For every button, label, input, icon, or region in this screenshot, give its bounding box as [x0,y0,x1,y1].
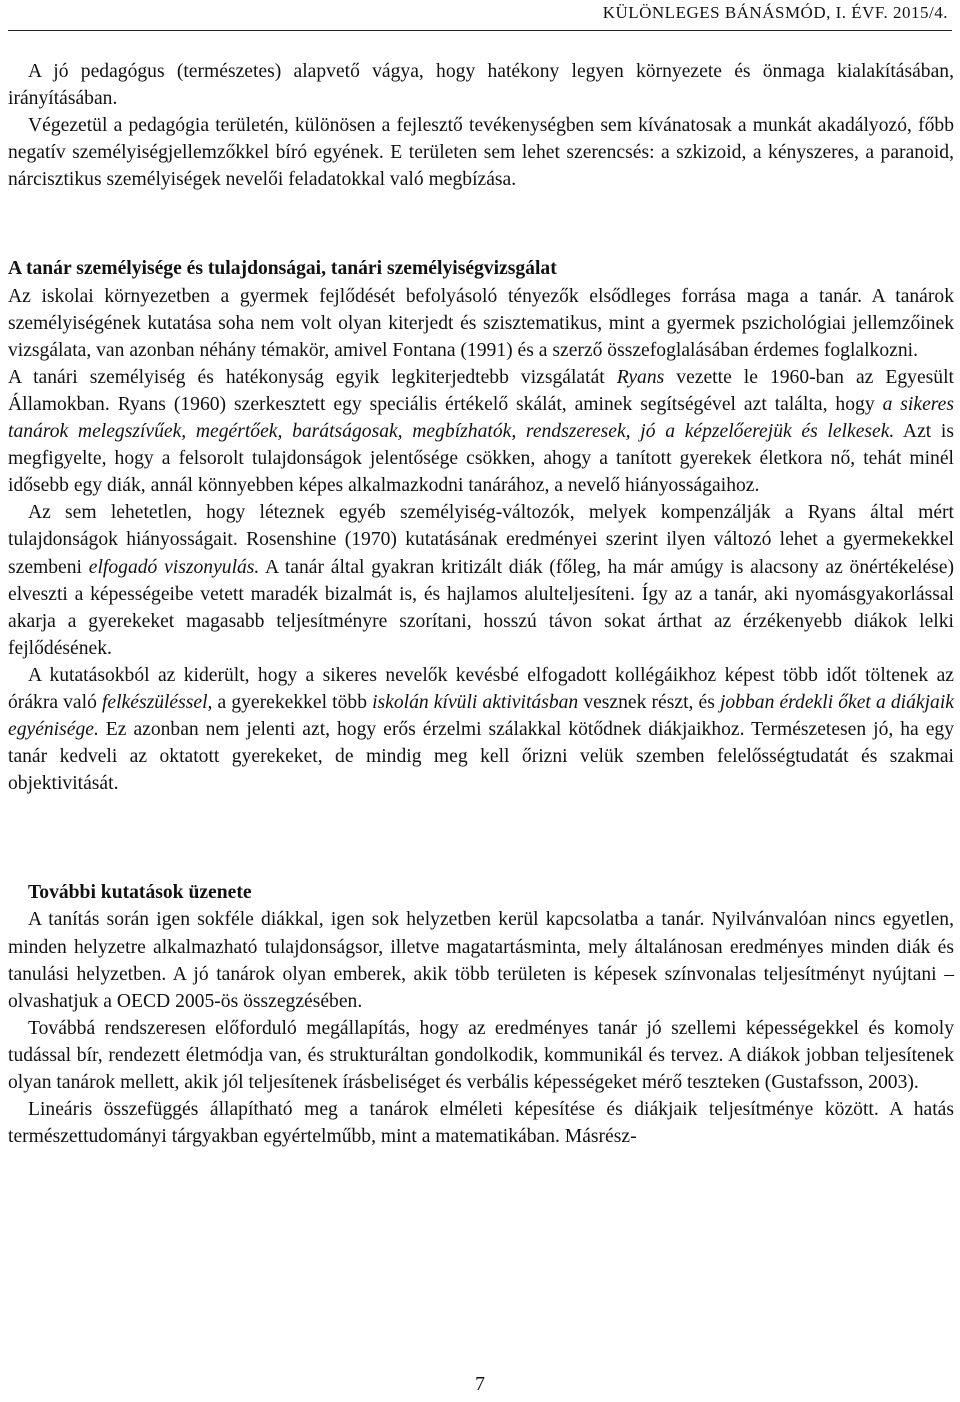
text-run: Az sem lehetetlen, hogy léteznek egyéb személyiség-változók, melyek kompenzálják a Ryans által mért tulajdonságok hiányosságait. Rosenshine (1970) kutatásának eredményei szerint ilyen változó lehet a gyermekekkel szembeni [8,502,954,578]
body-text [8,58,954,1150]
running-head: KÜLÖNLEGES BÁNÁSMÓD, I. ÉVF. 2015/4. [602,3,948,22]
italic-run: iskolán kívüli aktivitásban [372,691,579,713]
text-run: Ez azonban nem jelenti azt, hogy erős érzelmi szálakkal kötődnek diákjaikhoz. Természetesen jó, ha egy tanár kedveli az oktatott gyerekeket, de mindig meg kell őrizni velük szemben felelősségtudatát és szakmai objektivitását. [8,719,954,795]
italic-run: Ryans [616,366,665,388]
paragraph-intro-1: A jó pedagógus (természetes) alapvető vágya, hogy hatékony legyen környezete és önmaga kialakításában, irányításában. [8,61,954,110]
text-run: Azt is megfigyelte, hogy a felsorolt tulajdonságok jelentősége csökken, ahogy a tanított gyerekek életkora nő, tehát minél idősebb egy diák, annál könnyebben képes alkalmazkodni tanárához, a nevelő hiányosságaihoz. [8,421,954,497]
text-run: a gyerekekkel több [212,691,373,713]
header-rule [8,30,952,31]
text-run: A tanár által gyakran kritizált diák (főleg, ha már amúgy is alacsony az önértékelése) elveszti a képességeibe vetett maradék bizalmát is, és hajlamos alulteljesíteni. Így az a tanár, aki nyomásgyakorlással akarja a gyerekeket magasabb teljesítményre szorítani, hosszú távon sokat árthat az érzékenyebb diákok lelki fejlődésének. [8,556,954,659]
section-spacer [8,193,954,255]
italic-run: a sikeres tanárok melegszívűek, megértőek, barátságosak, megbízhatók, rendszeresek, jó a képzelőerejük és lelkesek. [8,393,954,443]
italic-run: jobban érdekli őket a diákjaik egyénisége. [8,691,954,741]
section-heading-further-research: További kutatások üzenete [28,882,252,904]
text-run: vezette le 1960-ban az Egyesült Államokban. Ryans (1960) szerkesztett egy speciális értékelő skálát, aminek segítségével azt találta, hogy [8,366,954,415]
paragraph-teacher-2 [8,364,954,499]
paragraph-teacher-4 [8,662,954,797]
italic-run: elfogadó viszonyulás. [88,556,260,578]
paragraph-teacher-3 [8,499,954,662]
page-number: 7 [475,1374,485,1395]
paragraph-research-1: A tanítás során igen sokféle diákkal, igen sok helyzetben kerül kapcsolatba a tanár. Nyilvánvalóan nincs egyetlen, minden helyzetre alkalmazható tulajdonságsor, illetve magatartásminta, mely általánosan eredményes minden diák és tanulási helyzetben. A jó tanárok olyan emberek, akik több területen is képesek színvonalas teljesítményt nyújtani – olvashatjuk a OECD 2005-ös összegzésében. [8,909,954,1012]
paragraph-teacher-1: Az iskolai környezetben a gyermek fejlődését befolyásoló tényezők elsődleges forrása maga a tanár. A tanárok személyiségének kutatása soha nem volt olyan kiterjedt és szisztematikus, mint a gyermek pszichológiai jellemzőinek vizsgálata, van azonban néhány témakör, amivel Fontana (1991) és a szerző összefoglalásában érdemes foglalkozni. [8,285,954,361]
paragraph-research-2: Továbbá rendszeresen előforduló megállapítás, hogy az eredményes tanár jó szellemi képességekkel és komoly tudással bír, rendezett életmódja van, és strukturáltan gondolkodik, kommunikál és tervez. A diákok jobban teljesítenek olyan tanárok mellett, akik jól teljesítenek írásbeliséget és verbális képességeket mérő teszteken (Gustafsson, 2003). [8,1017,954,1093]
italic-run: felkészüléssel, [101,691,213,713]
paragraph-research-3: Lineáris összefüggés állapítható meg a tanárok elméleti képesítése és diákjaik teljesítménye között. A hatás természettudományi tárgyakban egyértelműbb, mint a matematikában. Másrész- [8,1099,954,1148]
paragraph-intro-2: Végezetül a pedagógia területén, különösen a fejlesztő tevékenységben sem kívánatosak a munkát akadályozó, főbb negatív személyiségjellemzőkkel bíró egyének. E területen sem lehet szerencsés: a szkizoid, a kényszeres, a paranoid, nárcisztikus személyiségek nevelői feladatokkal való megbízása. [8,115,954,191]
text-run: A kutatásokból az kiderült, hogy a sikeres nevelők kevésbé elfogadott kollégáikhoz képest több időt töltenek az órákra való [8,664,954,713]
text-run: vesznek részt, és [578,691,720,713]
section-spacer [8,797,954,879]
text-run: A tanári személyiség és hatékonyság egyik legkiterjedtebb vizsgálatát [8,366,617,388]
section-heading-teacher-personality: A tanár személyisége és tulajdonságai, tanári személyiségvizsgálat [8,258,557,280]
